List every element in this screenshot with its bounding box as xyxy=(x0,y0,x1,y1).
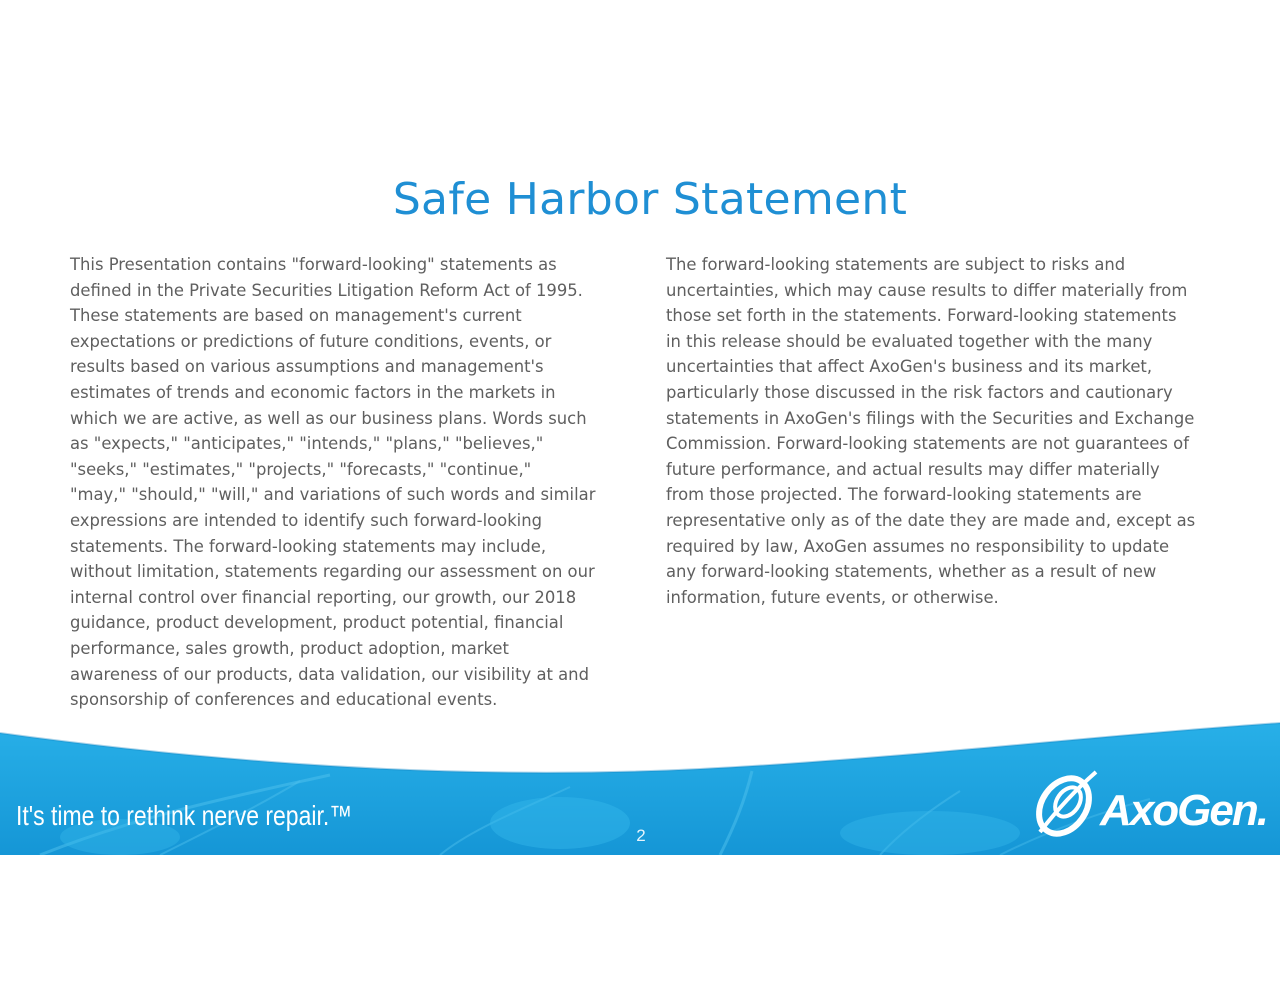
axogen-logo xyxy=(1030,766,1270,846)
footer-tagline: It's time to rethink nerve repair.™ xyxy=(16,800,353,831)
axogen-logo-text: AxoGen. xyxy=(1100,786,1267,835)
safe-harbor-right-column: The forward-looking statements are subject to risks and uncertainties, which may cause results to differ materially from those set forth in the statements. Forward-looking statements in this release should be evaluated together with the many uncertainties that affect AxoGen's business and its market, particularly those discussed in the risk factors and cautionary statements in AxoGen's filings with the Securities and Exchange Commission. Forward-looking statements are not guarantees of future performance, and actual results may differ materially from those projected. The forward-looking statements are representative only as of the date they are made and, except as required by law, AxoGen assumes no responsibility to update any forward-looking statements, whether as a result of new information, future events, or otherwise. xyxy=(666,255,1196,607)
slide-title: Safe Harbor Statement xyxy=(392,174,908,225)
page-number: 2 xyxy=(636,826,646,845)
safe-harbor-left-column: This Presentation contains "forward-looking" statements as defined in the Private Securities Litigation Reform Act of 1995. These statements are based on management's current expectations or predictions of future conditions, events, or results based on various assumptions and management's estimates of trends and economic factors in the markets in which we are active, as well as our business plans. Words such as "expects," "anticipates," "intends," "plans," "believes," "seeks," "estimates," "projects," "forecasts," "continue," "may," "should," "will," and variations of such words and similar expressions are intended to identify such forward-looking statements. The forward-looking statements may include, without limitation, statements regarding our assessment on our internal control over financial reporting, our growth, our 2018 guidance, product development, product potential, financial performance, sales growth, product adoption, market awareness of our products, data validation, our visibility at and sponsorship of conferences and educational events. xyxy=(70,255,596,710)
axogen-logo-icon xyxy=(1030,766,1102,842)
